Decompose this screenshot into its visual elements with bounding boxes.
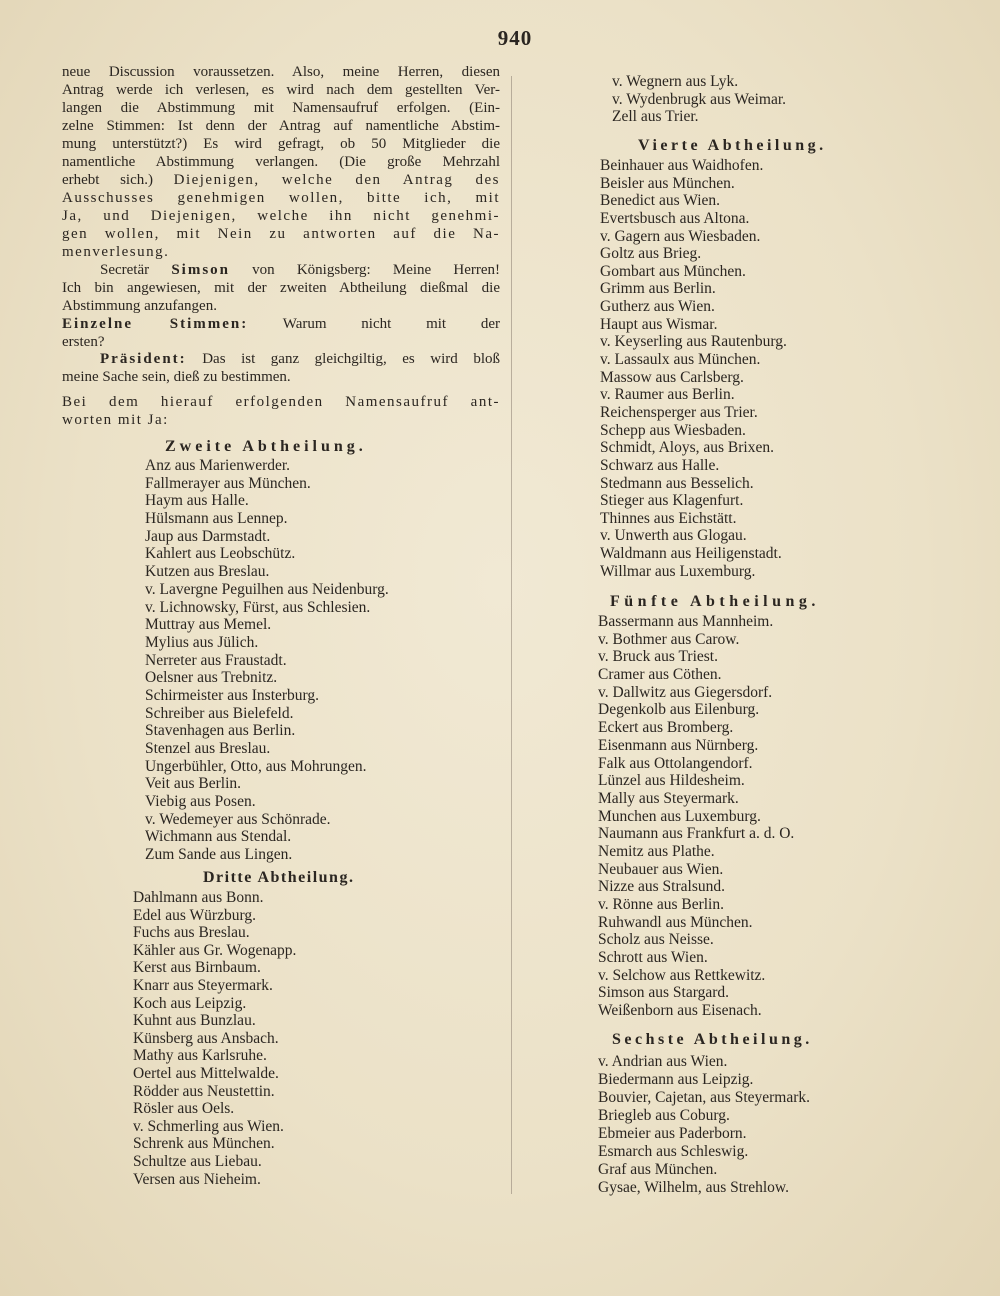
member-entry: Haym aus Halle. xyxy=(145,492,249,510)
division-heading: Dritte Abtheilung. xyxy=(203,869,355,886)
member-list xyxy=(145,457,389,864)
member-entry: v. Unwerth aus Glogau. xyxy=(600,527,747,545)
member-entry: Mally aus Steyermark. xyxy=(598,789,739,807)
member-entry: Evertsbusch aus Altona. xyxy=(600,209,750,227)
member-entry: Falk aus Ottolangendorf. xyxy=(598,754,753,772)
member-entry: Stedmann aus Besselich. xyxy=(600,474,754,492)
member-entry: Benedict aus Wien. xyxy=(600,192,721,210)
member-entry: Simson aus Stargard. xyxy=(598,984,730,1002)
member-entry: v. Bothmer aus Carow. xyxy=(598,630,740,648)
member-entry: Eckert aus Bromberg. xyxy=(598,719,734,737)
member-entry: Cramer aus Cöthen. xyxy=(598,666,722,684)
member-entry: Versen aus Nieheim. xyxy=(133,1170,261,1188)
text-line: langen die Abstimmung mit Namensaufruf erfolgen. (Ein- xyxy=(62,100,500,116)
member-entry: Fuchs aus Breslau. xyxy=(133,924,250,942)
member-entry: Reichensperger aus Trier. xyxy=(600,403,758,421)
member-entry: Muttray aus Memel. xyxy=(145,616,272,634)
member-entry: v. Schmerling aus Wien. xyxy=(133,1117,284,1135)
member-entry: Oelsner aus Trebnitz. xyxy=(145,669,278,687)
member-entry: Schultze aus Liebau. xyxy=(133,1152,262,1170)
member-entry: Esmarch aus Schleswig. xyxy=(598,1143,749,1160)
member-entry: Gombart aus München. xyxy=(600,262,746,280)
member-entry: Stenzel aus Breslau. xyxy=(145,740,271,757)
division-heading: Sechste Abtheilung. xyxy=(612,1031,813,1048)
spaced-text-line: menverlesung. xyxy=(62,244,170,260)
member-list xyxy=(598,613,794,1020)
spaced-text-line: Ausschusses genehmigen wollen, bitte ich, mit xyxy=(62,190,500,206)
text-line: Ich bin angewiesen, mit der zweiten Abtheilung dießmal die xyxy=(62,280,500,296)
member-entry: Eisenmann aus Nürnberg. xyxy=(598,736,759,754)
member-entry: Kutzen aus Breslau. xyxy=(145,563,270,581)
president-statement xyxy=(62,350,500,386)
speaker-name: Einzelne Stimmen: xyxy=(62,316,249,332)
speech-continuation xyxy=(62,63,500,261)
member-entry: v. Gagern aus Wiesbaden. xyxy=(600,227,761,245)
member-entry: Beisler aus München. xyxy=(600,174,735,192)
text-line: meine Sache sein, dieß zu bestimmen. xyxy=(62,369,291,385)
text-line: mung unterstützt?) Es wird gefragt, ob 50 Mitglieder die xyxy=(62,136,500,152)
member-entry: Schirmeister aus Insterburg. xyxy=(145,686,320,704)
member-entry: Stavenhagen aus Berlin. xyxy=(145,722,296,740)
speaker-name: Präsident: xyxy=(100,351,187,367)
member-list-continued xyxy=(612,73,786,126)
spaced-text-segment: Diejenigen, welche den Antrag des xyxy=(173,172,500,188)
member-entry: Gutherz aus Wien. xyxy=(600,298,715,316)
member-entry: v. Selchow aus Rettkewitz. xyxy=(598,966,766,984)
member-entry: v. Wydenbrugk aus Weimar. xyxy=(612,90,787,108)
member-entry: v. Wegnern aus Lyk. xyxy=(612,73,739,90)
member-entry: v. Andrian aus Wien. xyxy=(598,1053,728,1070)
member-entry: Rösler aus Oels. xyxy=(133,1100,235,1118)
member-entry: Ungerbühler, Otto, aus Mohrungen. xyxy=(145,757,367,775)
member-list xyxy=(598,1053,810,1197)
member-entry: Koch aus Leipzig. xyxy=(133,994,247,1012)
secretary-statement xyxy=(62,261,500,315)
member-entry: Fallmerayer aus München. xyxy=(145,474,311,492)
text-line: Abstimmung anzufangen. xyxy=(62,298,217,314)
member-entry: Neubauer aus Wien. xyxy=(598,860,724,878)
member-entry: Veit aus Berlin. xyxy=(145,775,241,793)
member-entry: Schwarz aus Halle. xyxy=(600,456,720,474)
member-entry: Graf aus München. xyxy=(598,1161,718,1178)
member-entry: Naumann aus Frankfurt a. d. O. xyxy=(598,825,795,843)
member-entry: Zum Sande aus Lingen. xyxy=(145,846,293,864)
member-entry: Ebmeier aus Paderborn. xyxy=(598,1125,747,1142)
interjection xyxy=(62,315,500,351)
division-heading: Fünfte Abtheilung. xyxy=(610,593,820,610)
member-entry: Hülsmann aus Lennep. xyxy=(145,510,288,528)
member-entry: Nemitz aus Plathe. xyxy=(598,842,715,860)
text-line: Antrag werde ich verlesen, es wird nach dem gestellten Ver- xyxy=(62,82,500,98)
text-line: namentliche Abstimmung verlangen. (Die große Mehrzahl xyxy=(62,154,500,170)
text-line xyxy=(62,350,500,368)
member-entry: Viebig aus Posen. xyxy=(145,793,256,811)
page-number: 940 xyxy=(497,26,533,50)
member-entry: Kerst aus Birnbaum. xyxy=(133,959,261,977)
text-segment: erhebt sich.) xyxy=(62,172,153,188)
member-entry: Willmar aus Luxemburg. xyxy=(600,562,756,580)
column-divider xyxy=(511,76,512,1194)
member-entry: Briegleb aus Coburg. xyxy=(598,1107,730,1124)
spaced-text-line: Bei dem hierauf erfolgenden Namensaufruf ant- xyxy=(62,394,500,410)
member-entry: Zell aus Trier. xyxy=(612,108,699,125)
member-entry: Schrott aus Wien. xyxy=(598,949,708,967)
member-entry: Künsberg aus Ansbach. xyxy=(133,1029,279,1047)
member-entry: Schreiber aus Bielefeld. xyxy=(145,704,294,722)
spaced-text-line: worten mit Ja: xyxy=(62,412,169,428)
member-entry: Jaup aus Darmstadt. xyxy=(145,527,271,545)
member-entry: Nerreter aus Fraustadt. xyxy=(145,651,287,669)
rollcall-intro xyxy=(62,393,500,429)
member-entry: Schrenk aus München. xyxy=(133,1135,275,1153)
member-entry: Beinhauer aus Waidhofen. xyxy=(600,157,764,174)
member-entry: Oertel aus Mittelwalde. xyxy=(133,1064,279,1082)
text-segment: Warum nicht mit der xyxy=(282,316,500,332)
member-entry: Waldmann aus Heiligenstadt. xyxy=(600,545,782,563)
member-entry: Biedermann aus Leipzig. xyxy=(598,1071,754,1088)
division-heading: Zweite Abtheilung. xyxy=(165,438,367,455)
member-entry: Degenkolb aus Eilenburg. xyxy=(598,701,760,719)
member-entry: Lünzel aus Hildesheim. xyxy=(598,772,745,790)
spaced-text-line: Ja, und Diejenigen, welche ihn nicht genehmi- xyxy=(62,208,500,224)
member-entry: Munchen aus Luxemburg. xyxy=(598,807,761,825)
member-entry: Edel aus Würzburg. xyxy=(133,906,256,924)
member-entry: Mathy aus Karlsruhe. xyxy=(133,1047,267,1065)
member-entry: v. Raumer aus Berlin. xyxy=(600,386,735,404)
text-line xyxy=(62,261,500,279)
member-entry: Nizze aus Stralsund. xyxy=(598,878,725,896)
member-entry: Ruhwandl aus München. xyxy=(598,913,753,931)
text-segment: von Königsberg: Meine Herren! xyxy=(252,262,500,278)
member-entry: Weißenborn aus Eisenach. xyxy=(598,1002,762,1020)
member-entry: v. Lassaulx aus München. xyxy=(600,351,761,369)
member-list xyxy=(133,889,296,1188)
text-line: neue Discussion voraussetzen. Also, meine Herren, diesen xyxy=(62,64,500,80)
member-list xyxy=(600,157,787,580)
division-heading: Vierte Abtheilung. xyxy=(638,137,827,154)
member-entry: Dahlmann aus Bonn. xyxy=(133,889,264,906)
text-line: ersten? xyxy=(62,334,105,350)
member-entry: Kuhnt aus Bunzlau. xyxy=(133,1012,256,1030)
member-entry: Grimm aus Berlin. xyxy=(600,280,716,298)
member-entry: Bouvier, Cajetan, aus Steyermark. xyxy=(598,1089,811,1106)
member-entry: Mylius aus Jülich. xyxy=(145,633,259,651)
member-entry: v. Dallwitz aus Giegersdorf. xyxy=(598,683,773,701)
member-entry: Bassermann aus Mannheim. xyxy=(598,613,774,630)
member-entry: Scholz aus Neisse. xyxy=(598,931,714,949)
member-entry: v. Bruck aus Triest. xyxy=(598,648,718,666)
member-entry: Massow aus Carlsberg. xyxy=(600,368,744,386)
spaced-text-line: gen wollen, mit Nein zu antworten auf die Na- xyxy=(62,226,500,242)
member-entry: Schepp aus Wiesbaden. xyxy=(600,421,746,439)
text-line: zelne Stimmen: Ist denn der Antrag auf namentliche Abstim- xyxy=(62,118,500,134)
member-entry: Knarr aus Steyermark. xyxy=(133,976,273,994)
member-entry: v. Lichnowsky, Fürst, aus Schlesien. xyxy=(145,598,371,616)
member-entry: Haupt aus Wismar. xyxy=(600,315,718,333)
member-entry: Goltz aus Brieg. xyxy=(600,245,702,263)
text-segment: Das ist ganz gleichgiltig, es wird bloß xyxy=(202,351,500,367)
member-entry: Gysae, Wilhelm, aus Strehlow. xyxy=(598,1179,789,1196)
text-line xyxy=(62,171,500,189)
member-entry: Stieger aus Klagenfurt. xyxy=(600,492,744,510)
member-entry: Schmidt, Aloys, aus Brixen. xyxy=(600,439,774,457)
member-entry: v. Rönne aus Berlin. xyxy=(598,896,724,913)
member-entry: v. Lavergne Peguilhen aus Neidenburg. xyxy=(145,580,389,598)
speaker-role: Secretär xyxy=(100,262,150,278)
member-entry: Anz aus Marienwerder. xyxy=(145,457,291,474)
member-entry: Kahlert aus Leobschütz. xyxy=(145,545,296,563)
member-entry: v. Keyserling aus Rautenburg. xyxy=(600,333,787,351)
speaker-name: Simson xyxy=(171,262,230,278)
member-entry: Rödder aus Neustettin. xyxy=(133,1082,275,1100)
member-entry: v. Wedemeyer aus Schönrade. xyxy=(145,810,331,828)
member-entry: Kähler aus Gr. Wogenapp. xyxy=(133,941,297,959)
member-entry: Wichmann aus Stendal. xyxy=(145,828,292,846)
member-entry: Thinnes aus Eichstätt. xyxy=(600,509,737,527)
text-line xyxy=(62,315,500,333)
